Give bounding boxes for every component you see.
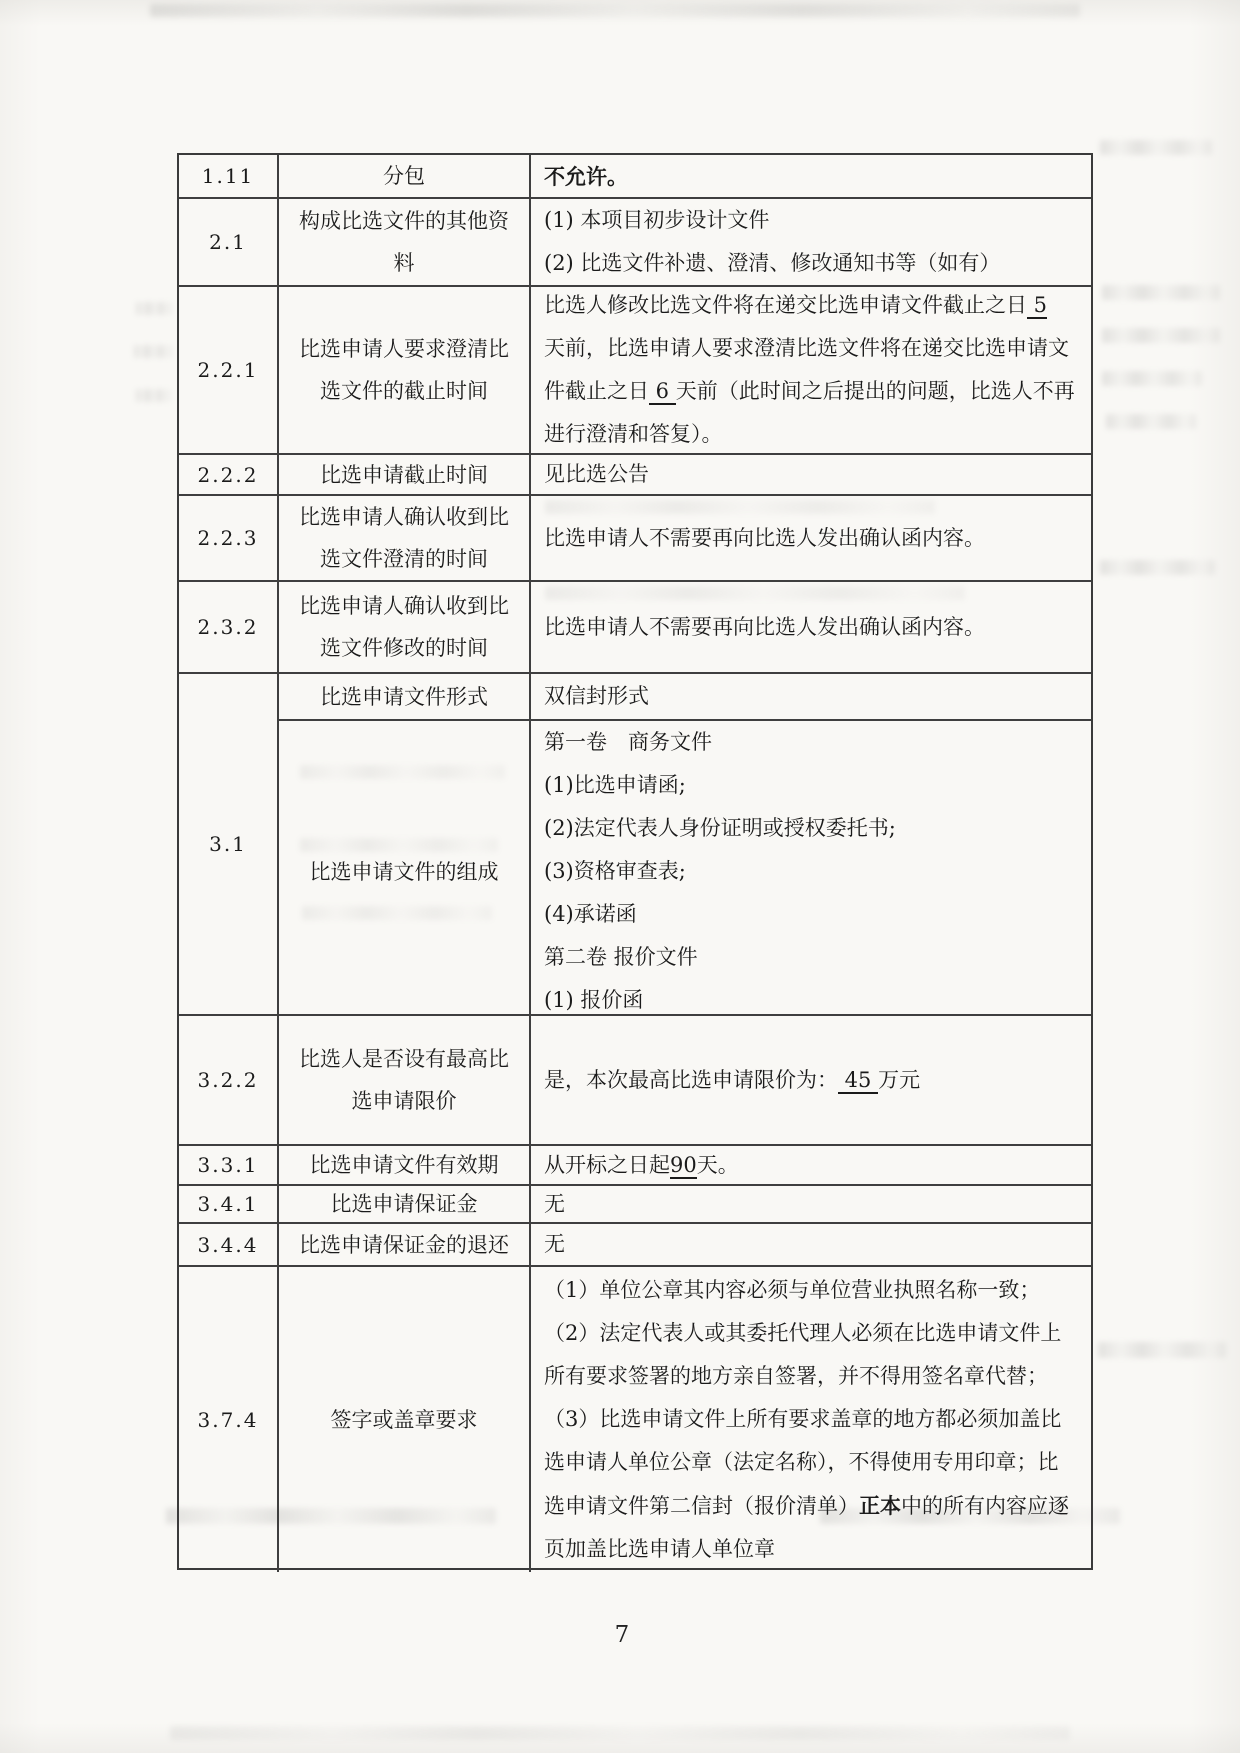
- label-line: 比选申请截止时间: [320, 462, 488, 487]
- clause-no: 3.4.1: [197, 1192, 259, 1216]
- content-line: (1) 本项目初步设计文件: [544, 208, 770, 232]
- clause-no-cell: [179, 1267, 279, 1572]
- clause-content-cell: [531, 1224, 1091, 1265]
- clause-no-cell: [179, 199, 279, 285]
- clause-name-cell: [279, 1016, 531, 1144]
- content-text: 选申请文件第二信封（报价清单）: [544, 1493, 859, 1518]
- clause-content-cell: [531, 287, 1091, 453]
- underlined-value: 5: [1027, 293, 1048, 317]
- conditions-table: [177, 153, 1093, 1570]
- content-text: 从开标之日起: [544, 1152, 670, 1177]
- clause-content-cell: [531, 582, 1091, 672]
- content-line: 进行澄清和答复）。: [544, 422, 723, 446]
- label-line: 选文件的截止时间: [320, 379, 488, 403]
- clause-no-cell: [179, 455, 279, 494]
- clause-no-cell: [179, 287, 279, 453]
- content-line: (1) 报价函: [544, 988, 644, 1012]
- clause-no-cell: [179, 674, 279, 1014]
- table-row: [179, 453, 1091, 494]
- label-line: 分包: [383, 164, 425, 188]
- clause-no: 1.11: [201, 164, 255, 188]
- clause-name-cell: [279, 455, 531, 494]
- label-line: 选文件澄清的时间: [320, 547, 488, 571]
- subrow-document-form: [279, 674, 1091, 721]
- content-text: 件截止之日: [544, 379, 649, 403]
- label-line: 比选申请人要求澄清比: [299, 337, 509, 361]
- clause-name-cell: [279, 1146, 531, 1184]
- bleedthrough-artifact: [1102, 285, 1220, 300]
- table-row: [179, 494, 1091, 580]
- subrow-document-composition: [279, 721, 1091, 1022]
- clause-content-cell: [531, 496, 1091, 580]
- content-line: （3）比选申请文件上所有要求盖章的地方都必须加盖比: [544, 1406, 1062, 1431]
- bleedthrough-artifact: [134, 345, 172, 358]
- content-line: 天前，比选申请人要求澄清比选文件将在递交比选申请文: [544, 336, 1069, 360]
- content-line: 第一卷 商务文件: [544, 730, 712, 754]
- label-line: 构成比选文件的其他资: [299, 209, 509, 233]
- table-row: [179, 580, 1091, 672]
- clause-no: 2.2.3: [197, 526, 259, 550]
- clause-no-cell: [179, 496, 279, 580]
- table-row: [179, 1222, 1091, 1265]
- clause-no: 3.4.4: [197, 1232, 259, 1257]
- content-line: 选申请人单位公章（法定名称），不得使用专用印章；比: [544, 1449, 1059, 1474]
- table-row: [179, 285, 1091, 453]
- clause-name-cell: [279, 199, 531, 285]
- content-line: 双信封形式: [544, 684, 649, 708]
- content-line: [544, 1144, 1085, 1187]
- clause-no-cell: [179, 1224, 279, 1265]
- clause-no: 2.2.1: [197, 358, 259, 382]
- page-number: 7: [614, 1622, 630, 1648]
- bleedthrough-artifact: [1098, 1342, 1226, 1358]
- label-line: 比选申请文件形式: [320, 684, 488, 709]
- content-line: 第二卷 报价文件: [544, 945, 698, 969]
- clause-name-cell: [279, 496, 531, 580]
- content-line: (2)法定代表人身份证明或授权委托书;: [544, 816, 896, 840]
- content-line: （1）单位公章其内容必须与单位营业执照名称一致；: [544, 1277, 1041, 1302]
- clause-name-cell: [279, 674, 531, 719]
- content-text: 中的所有内容应逐: [901, 1493, 1069, 1518]
- label-line: 比选申请人确认收到比: [299, 594, 509, 618]
- clause-content-cell: [531, 721, 1091, 1022]
- label-line: 比选人是否设有最高比: [299, 1047, 509, 1071]
- table-row: [179, 1144, 1091, 1184]
- underlined-value: 45: [838, 1067, 879, 1092]
- clause-content-cell: [531, 1146, 1091, 1184]
- content-line: [544, 284, 1085, 327]
- clause-content-cell: [531, 455, 1091, 494]
- clause-name-cell: [279, 287, 531, 453]
- bleedthrough-artifact: [1102, 371, 1202, 386]
- label-line: 比选申请保证金: [330, 1192, 478, 1216]
- bleedthrough-artifact: [136, 302, 172, 315]
- underlined-value: 90: [670, 1152, 697, 1177]
- clause-subrows: [279, 674, 1091, 1014]
- content-text: 天前（此时间之后提出的问题，比选人不再: [675, 379, 1075, 403]
- content-line: (4)承诺函: [544, 902, 637, 926]
- label-line: 料: [393, 251, 415, 275]
- table-row: [179, 1184, 1091, 1222]
- label-line: 比选申请文件的组成: [309, 859, 499, 884]
- content-line: 无: [544, 1232, 565, 1256]
- content-line: 所有要求签署的地方亲自签署，并不得用签名章代替；: [544, 1363, 1048, 1388]
- bleedthrough-artifact: [1102, 328, 1220, 343]
- clause-no: 2.2.2: [197, 462, 259, 487]
- clause-name-cell: [279, 1224, 531, 1265]
- content-line: 比选申请人不需要再向比选人发出确认函内容。: [544, 614, 985, 639]
- clause-content-cell: [531, 674, 1091, 719]
- content-line: [544, 370, 1085, 413]
- bleedthrough-artifact: [1100, 140, 1212, 155]
- content-line: (1)比选申请函;: [544, 773, 686, 797]
- content-line: (3)资格审查表;: [544, 859, 686, 883]
- table-row: [179, 197, 1091, 285]
- clause-no: 3.3.1: [197, 1153, 259, 1177]
- bleedthrough-artifact: [170, 1726, 1070, 1740]
- clause-no-cell: [179, 1186, 279, 1222]
- clause-no: 3.1: [209, 832, 247, 856]
- clause-no: 2.3.2: [197, 615, 259, 639]
- clause-content-cell: [531, 1186, 1091, 1222]
- label-line: 比选申请保证金的退还: [299, 1232, 509, 1257]
- clause-name-cell: [279, 1267, 531, 1572]
- bleedthrough-artifact: [1106, 414, 1196, 429]
- content-line: [544, 1484, 1085, 1528]
- label-line: 比选申请文件有效期: [309, 1153, 499, 1177]
- clause-no: 3.2.2: [197, 1068, 259, 1092]
- clause-no-cell: [179, 582, 279, 672]
- content-text: 天。: [696, 1152, 739, 1177]
- bleedthrough-artifact: [136, 389, 170, 402]
- clause-name-cell: [279, 721, 531, 1022]
- underlined-value: 6: [649, 379, 676, 403]
- clause-content-cell: [531, 199, 1091, 285]
- content-text: 万元: [878, 1067, 921, 1092]
- content-line: 页加盖比选申请人单位章: [544, 1536, 775, 1561]
- clause-name-cell: [279, 155, 531, 197]
- content-line: 见比选公告: [544, 462, 649, 486]
- content-line: [544, 1059, 1085, 1102]
- content-line: 无: [544, 1191, 565, 1216]
- table-row: [179, 155, 1091, 197]
- clause-no-cell: [179, 1146, 279, 1184]
- clause-content-cell: [531, 155, 1091, 197]
- content-line: (2) 比选文件补遗、澄清、修改通知书等（如有）: [544, 251, 1001, 275]
- label-line: 选申请限价: [351, 1089, 457, 1113]
- label-line: 选文件修改的时间: [320, 636, 488, 660]
- bleedthrough-artifact: [150, 4, 1080, 17]
- content-line: 不允许。: [544, 163, 628, 189]
- label-line: 比选申请人确认收到比: [299, 505, 509, 529]
- clause-content-cell: [531, 1016, 1091, 1144]
- clause-no: 3.7.4: [197, 1407, 259, 1432]
- clause-name-cell: [279, 582, 531, 672]
- table-row: [179, 1265, 1091, 1572]
- table-row: [179, 672, 1091, 1014]
- bold-emphasis-text: 正本: [859, 1492, 901, 1518]
- clause-no-cell: [179, 1016, 279, 1144]
- table-row: [179, 1014, 1091, 1144]
- bleedthrough-artifact: [1100, 560, 1215, 575]
- clause-no: 2.1: [209, 230, 247, 254]
- content-text: 是，本次最高比选申请限价为：: [544, 1067, 838, 1092]
- clause-content-cell: [531, 1267, 1091, 1572]
- content-line: （2）法定代表人或其委托代理人必须在比选申请文件上: [544, 1320, 1062, 1345]
- clause-no-cell: [179, 155, 279, 197]
- label-line: 签字或盖章要求: [330, 1407, 478, 1432]
- content-text: 比选人修改比选文件将在递交比选申请文件截止之日: [544, 293, 1027, 317]
- content-line: 比选申请人不需要再向比选人发出确认函内容。: [544, 525, 985, 550]
- clause-name-cell: [279, 1186, 531, 1222]
